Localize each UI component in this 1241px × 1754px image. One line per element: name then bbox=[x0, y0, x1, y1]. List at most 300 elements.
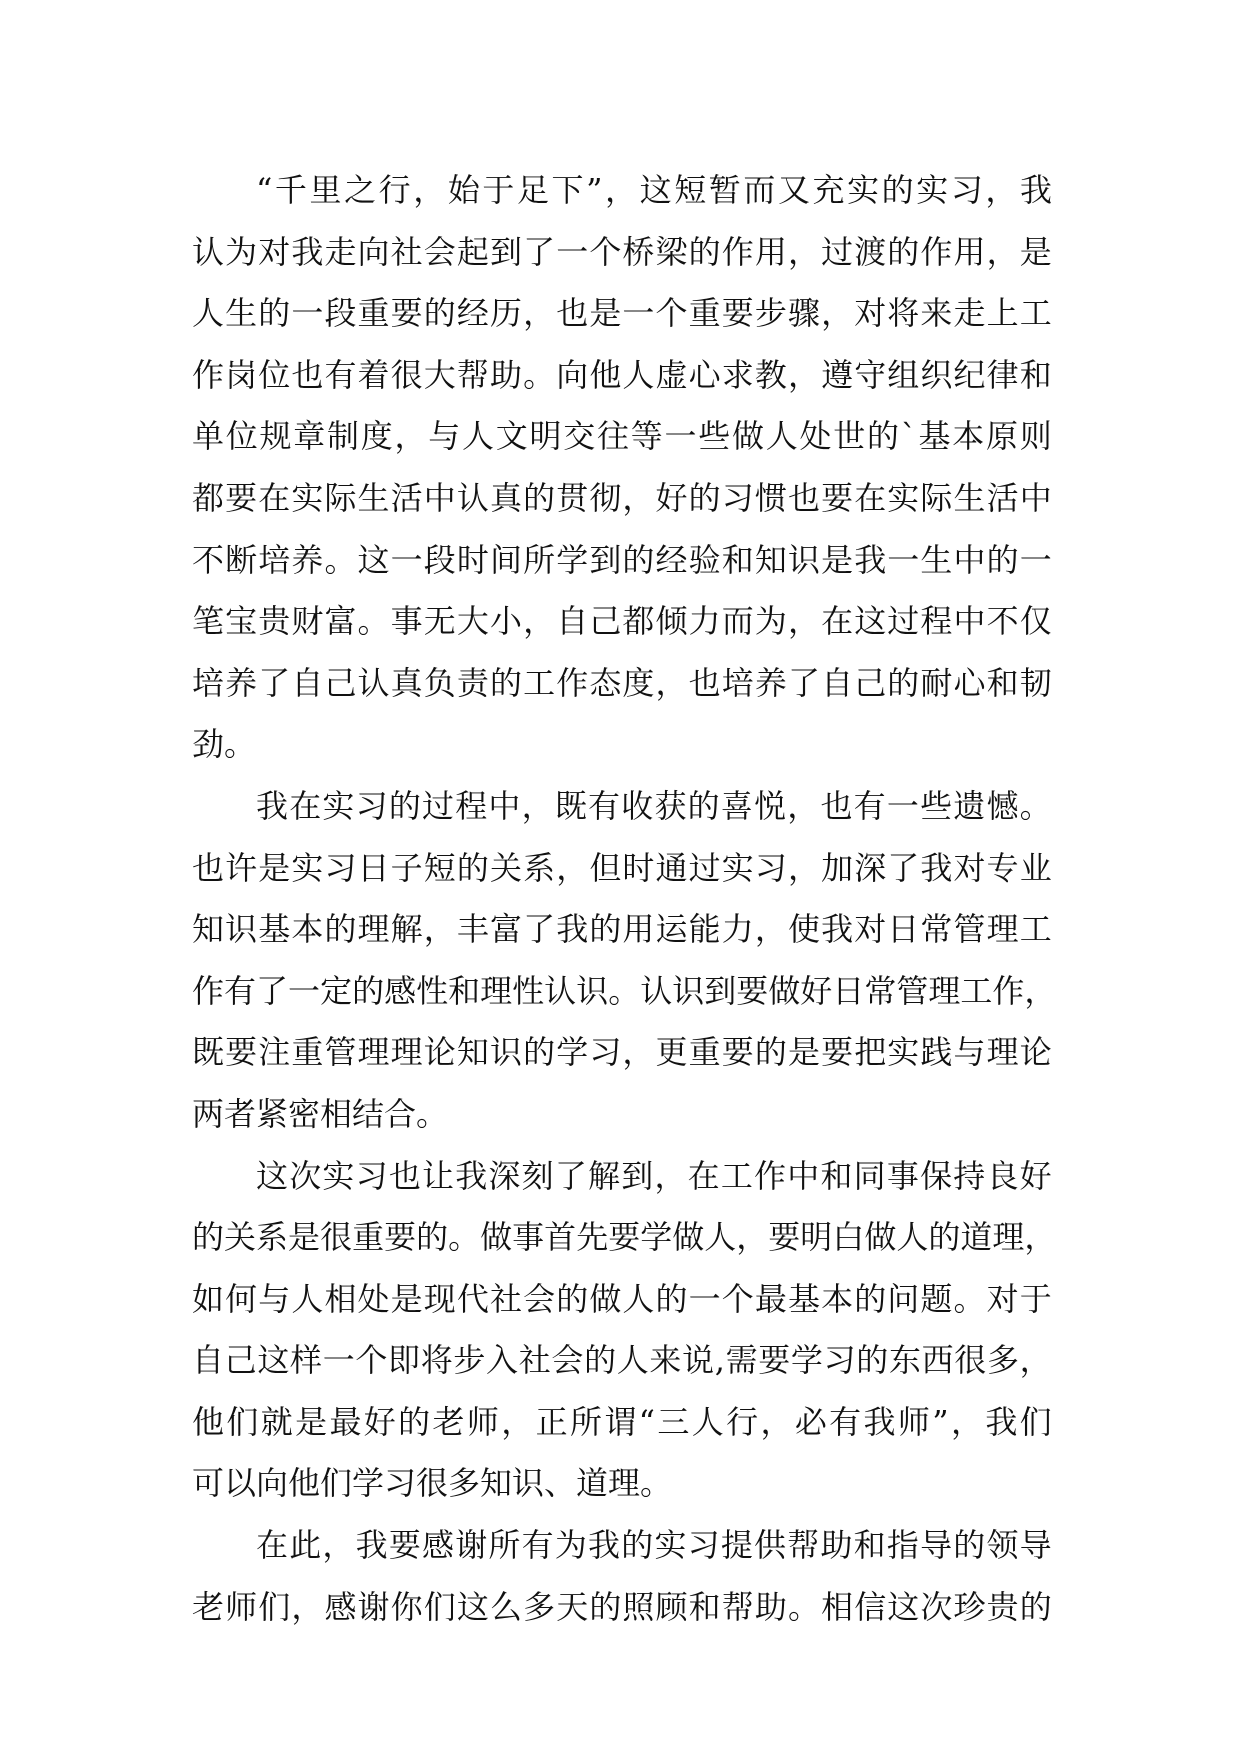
glyph: 同 bbox=[853, 1156, 886, 1195]
glyph: 东 bbox=[888, 1341, 921, 1380]
glyph: 笔 bbox=[192, 602, 225, 641]
glyph: 律 bbox=[986, 355, 1019, 394]
paragraph-line bbox=[192, 1330, 1052, 1392]
glyph: 交 bbox=[563, 417, 596, 456]
glyph: 个 bbox=[655, 294, 688, 333]
glyph: 把 bbox=[854, 1033, 887, 1072]
glyph: 也 bbox=[388, 1156, 421, 1195]
glyph: 作 bbox=[192, 971, 225, 1010]
glyph: 助 bbox=[489, 355, 522, 394]
glyph: 这 bbox=[456, 1587, 489, 1626]
glyph: 暂 bbox=[708, 171, 741, 209]
paragraph-line: 两者紧密相结合。 bbox=[192, 1094, 449, 1133]
glyph: 学 bbox=[640, 1218, 673, 1257]
glyph: 的 bbox=[854, 1279, 887, 1318]
glyph: 必 bbox=[794, 1402, 827, 1441]
glyph: 对 bbox=[854, 294, 887, 333]
glyph: 心 bbox=[953, 663, 986, 702]
glyph: 所 bbox=[523, 540, 556, 579]
glyph: 憾 bbox=[986, 786, 1019, 825]
glyph: 通 bbox=[655, 848, 688, 887]
glyph: 老 bbox=[432, 1402, 465, 1441]
glyph: 良 bbox=[986, 1156, 1019, 1195]
glyph: 就 bbox=[260, 1402, 293, 1441]
glyph: 的 bbox=[489, 663, 522, 702]
glyph: 习 bbox=[687, 1526, 720, 1565]
glyph: 我 bbox=[556, 910, 589, 949]
glyph: 与 bbox=[953, 1033, 986, 1072]
glyph: 的 bbox=[754, 1033, 787, 1072]
glyph: 认 bbox=[544, 971, 577, 1010]
glyph: 代 bbox=[456, 1279, 489, 1318]
glyph: 本 bbox=[291, 910, 324, 949]
glyph: 不 bbox=[192, 540, 225, 579]
glyph: 悦 bbox=[754, 786, 787, 825]
glyph: 己 bbox=[589, 602, 622, 641]
glyph: 对 bbox=[258, 232, 291, 271]
glyph: 习 bbox=[823, 1341, 856, 1380]
glyph: 学 bbox=[556, 1033, 589, 1072]
glyph: 一 bbox=[688, 1279, 721, 1318]
glyph: 深 bbox=[488, 1156, 521, 1195]
glyph: 作 bbox=[754, 1156, 787, 1195]
glyph: 真 bbox=[489, 478, 522, 517]
glyph: 实 bbox=[322, 786, 355, 825]
glyph: 都 bbox=[192, 478, 225, 517]
glyph: 师 bbox=[897, 1402, 930, 1441]
glyph: 在 bbox=[258, 478, 291, 517]
glyph: 说 bbox=[682, 1341, 715, 1380]
glyph: 。 bbox=[523, 355, 556, 394]
glyph: 行 bbox=[726, 1402, 759, 1441]
glyph: 都 bbox=[622, 602, 655, 641]
paragraph-line bbox=[192, 899, 1052, 961]
glyph: 和 bbox=[721, 540, 754, 579]
glyph: 持 bbox=[953, 1156, 986, 1195]
glyph: 宝 bbox=[225, 602, 258, 641]
glyph: 培 bbox=[258, 540, 291, 579]
glyph: 中 bbox=[787, 1156, 820, 1195]
paragraph-line bbox=[192, 1577, 1052, 1639]
glyph: 处 bbox=[357, 1279, 390, 1318]
glyph: 活 bbox=[986, 478, 1019, 517]
glyph: 步 bbox=[453, 1341, 486, 1380]
glyph: 实 bbox=[887, 1033, 920, 1072]
glyph: 有 bbox=[588, 786, 621, 825]
glyph: 谓 bbox=[604, 1402, 637, 1441]
glyph: 重 bbox=[352, 1218, 385, 1257]
glyph: ， bbox=[760, 1402, 793, 1441]
glyph: 了 bbox=[258, 663, 291, 702]
glyph: 也 bbox=[291, 355, 324, 394]
glyph: 步 bbox=[754, 294, 787, 333]
glyph: 加 bbox=[821, 848, 854, 887]
glyph: 需 bbox=[725, 1341, 758, 1380]
glyph: 但 bbox=[589, 848, 622, 887]
glyph: 对 bbox=[953, 848, 986, 887]
glyph: 而 bbox=[721, 602, 754, 641]
glyph: 么 bbox=[489, 1587, 522, 1626]
glyph: 责 bbox=[456, 663, 489, 702]
glyph: 理 bbox=[357, 910, 390, 949]
glyph: 我 bbox=[455, 1156, 488, 1195]
glyph: 论 bbox=[423, 1033, 456, 1072]
glyph: 我 bbox=[863, 1402, 896, 1441]
glyph: 基 bbox=[258, 910, 291, 949]
glyph: 问 bbox=[887, 1279, 920, 1318]
glyph: 理 bbox=[986, 1033, 1019, 1072]
glyph: 经 bbox=[456, 294, 489, 333]
glyph: 和 bbox=[448, 971, 481, 1010]
glyph: 你 bbox=[390, 1587, 423, 1626]
glyph: 段 bbox=[324, 294, 357, 333]
glyph: 入 bbox=[486, 1341, 519, 1380]
glyph: 这 bbox=[256, 1156, 289, 1195]
glyph: 社 bbox=[390, 232, 423, 271]
glyph: 认 bbox=[456, 478, 489, 517]
glyph: 会 bbox=[551, 1341, 584, 1380]
glyph: 这 bbox=[357, 540, 390, 579]
glyph: 在 bbox=[256, 1526, 289, 1565]
glyph: 工 bbox=[1019, 294, 1052, 333]
glyph: 的 bbox=[352, 971, 385, 1010]
glyph: 用 bbox=[622, 910, 655, 949]
glyph: , bbox=[714, 1341, 725, 1380]
glyph: 西 bbox=[921, 1341, 954, 1380]
glyph: 贯 bbox=[556, 478, 589, 517]
glyph: 个 bbox=[355, 1341, 388, 1380]
glyph: 的 bbox=[388, 786, 421, 825]
glyph: 习 bbox=[589, 1033, 622, 1072]
glyph: ， bbox=[654, 1156, 687, 1195]
glyph: 下 bbox=[551, 171, 584, 209]
glyph: 习 bbox=[721, 478, 754, 517]
glyph: 对 bbox=[854, 910, 887, 949]
glyph: 力 bbox=[688, 602, 721, 641]
glyph: 教 bbox=[754, 355, 787, 394]
glyph: 解 bbox=[588, 1156, 621, 1195]
glyph: 性 bbox=[512, 971, 545, 1010]
glyph: 做 bbox=[589, 1279, 622, 1318]
glyph: 帮 bbox=[456, 355, 489, 394]
glyph: 人 bbox=[896, 1218, 929, 1257]
glyph: 的 bbox=[423, 294, 456, 333]
paragraph-line bbox=[192, 222, 1052, 284]
glyph: 的 bbox=[556, 1279, 589, 1318]
glyph: 要 bbox=[736, 971, 769, 1010]
glyph: 作 bbox=[192, 355, 225, 394]
glyph: 中 bbox=[953, 602, 986, 641]
glyph: 要 bbox=[225, 478, 258, 517]
glyph: 一 bbox=[664, 417, 697, 456]
paragraph-line bbox=[192, 283, 1052, 345]
glyph: 桥 bbox=[622, 232, 655, 271]
glyph: 往 bbox=[597, 417, 630, 456]
glyph: 在 bbox=[854, 478, 887, 517]
glyph: 彻 bbox=[589, 478, 622, 517]
glyph: 验 bbox=[688, 540, 721, 579]
glyph: 与 bbox=[428, 417, 461, 456]
glyph: 师 bbox=[466, 1402, 499, 1441]
glyph: 识 bbox=[225, 910, 258, 949]
glyph: 行 bbox=[378, 171, 411, 209]
glyph: 顾 bbox=[655, 1587, 688, 1626]
glyph: 性 bbox=[416, 971, 449, 1010]
glyph: 中 bbox=[423, 478, 456, 517]
glyph: 实 bbox=[654, 1526, 687, 1565]
glyph: 的 bbox=[589, 1587, 622, 1626]
glyph: 程 bbox=[920, 602, 953, 641]
glyph: 遗 bbox=[953, 786, 986, 825]
glyph: 谢 bbox=[357, 1587, 390, 1626]
glyph: 千 bbox=[274, 171, 307, 209]
glyph: 中 bbox=[1019, 478, 1052, 517]
glyph: 个 bbox=[589, 232, 622, 271]
glyph: 系 bbox=[256, 1218, 289, 1257]
glyph: 大 bbox=[423, 355, 456, 394]
glyph: 三 bbox=[657, 1402, 690, 1441]
glyph: 为 bbox=[554, 1526, 587, 1565]
glyph: 是 bbox=[1019, 232, 1052, 271]
glyph: ， bbox=[322, 1526, 355, 1565]
glyph: 知 bbox=[456, 1033, 489, 1072]
glyph: 。 bbox=[324, 540, 357, 579]
glyph: 过 bbox=[688, 848, 721, 887]
glyph: 丰 bbox=[456, 910, 489, 949]
glyph: 的 bbox=[324, 910, 357, 949]
glyph: 无 bbox=[423, 602, 456, 641]
glyph: 和 bbox=[820, 1156, 853, 1195]
glyph: ， bbox=[291, 1587, 324, 1626]
glyph: 们 bbox=[1019, 1402, 1052, 1441]
glyph: 于 bbox=[482, 171, 515, 209]
glyph: 和 bbox=[986, 663, 1019, 702]
glyph: 现 bbox=[423, 1279, 456, 1318]
glyph: 里 bbox=[309, 171, 342, 209]
glyph: 学 bbox=[790, 1341, 823, 1380]
glyph: 历 bbox=[489, 294, 522, 333]
glyph: 。 bbox=[608, 971, 641, 1010]
paragraph-line bbox=[192, 838, 1052, 900]
glyph: 感 bbox=[324, 1587, 357, 1626]
glyph: ， bbox=[423, 910, 456, 949]
glyph: 梁 bbox=[655, 232, 688, 271]
glyph: 一 bbox=[322, 1341, 355, 1380]
glyph: 重 bbox=[688, 1033, 721, 1072]
glyph: 多 bbox=[986, 1341, 1019, 1380]
glyph: 要 bbox=[721, 294, 754, 333]
glyph: 能 bbox=[688, 910, 721, 949]
glyph: 珍 bbox=[953, 1587, 986, 1626]
glyph: 段 bbox=[423, 540, 456, 579]
glyph: 要 bbox=[758, 1341, 791, 1380]
glyph: 识 bbox=[672, 971, 705, 1010]
glyph: 也 bbox=[820, 786, 853, 825]
glyph: 一 bbox=[887, 540, 920, 579]
glyph: 相 bbox=[821, 1587, 854, 1626]
glyph: 理 bbox=[480, 971, 513, 1010]
glyph: 有 bbox=[829, 1402, 862, 1441]
glyph: 识 bbox=[787, 540, 820, 579]
glyph: 次 bbox=[920, 1587, 953, 1626]
glyph: 人 bbox=[622, 355, 655, 394]
glyph: 老 bbox=[192, 1587, 225, 1626]
glyph: 到 bbox=[704, 971, 737, 1010]
glyph: ” bbox=[932, 1402, 949, 1441]
glyph: 是 bbox=[288, 1218, 321, 1257]
glyph: 。 bbox=[448, 1218, 481, 1257]
glyph: 人 bbox=[291, 1279, 324, 1318]
glyph: 认 bbox=[357, 663, 390, 702]
glyph: 理 bbox=[390, 1033, 423, 1072]
glyph: 过 bbox=[422, 786, 455, 825]
glyph: 许 bbox=[225, 848, 258, 887]
glyph: ， bbox=[787, 232, 820, 271]
glyph: 。 bbox=[1019, 786, 1052, 825]
glyph: 作 bbox=[556, 663, 589, 702]
glyph: 自 bbox=[192, 1341, 225, 1380]
glyph: 的 bbox=[398, 1402, 431, 1441]
glyph: 的 bbox=[986, 540, 1019, 579]
glyph: 实 bbox=[916, 171, 949, 209]
glyph: 我 bbox=[291, 232, 324, 271]
glyph: 重 bbox=[688, 294, 721, 333]
glyph: 既 bbox=[192, 1033, 225, 1072]
glyph: 好 bbox=[363, 1402, 396, 1441]
glyph: 理 bbox=[986, 910, 1019, 949]
glyph: 守 bbox=[854, 355, 887, 394]
glyph: ， bbox=[622, 478, 655, 517]
glyph: 谢 bbox=[455, 1526, 488, 1565]
glyph: 的 bbox=[655, 1279, 688, 1318]
glyph: ， bbox=[986, 232, 1019, 271]
glyph: 着 bbox=[357, 355, 390, 394]
glyph: 供 bbox=[754, 1526, 787, 1565]
glyph: 注 bbox=[258, 1033, 291, 1072]
glyph: 指 bbox=[886, 1526, 919, 1565]
glyph: 要 bbox=[390, 294, 423, 333]
glyph: 际 bbox=[920, 478, 953, 517]
glyph: 态 bbox=[589, 663, 622, 702]
glyph: 上 bbox=[986, 294, 1019, 333]
glyph: 骤 bbox=[787, 294, 820, 333]
glyph: ， bbox=[787, 786, 820, 825]
glyph: 题 bbox=[920, 1279, 953, 1318]
glyph: 了 bbox=[554, 1156, 587, 1195]
glyph: 要 bbox=[821, 1033, 854, 1072]
glyph: 为 bbox=[754, 602, 787, 641]
glyph: 小 bbox=[489, 602, 522, 641]
glyph: 导 bbox=[920, 1526, 953, 1565]
paragraph-line bbox=[192, 406, 1052, 468]
glyph: 章 bbox=[293, 417, 326, 456]
glyph: 人 bbox=[462, 417, 495, 456]
paragraph-line bbox=[192, 1146, 1052, 1208]
glyph: 学 bbox=[556, 540, 589, 579]
glyph: ， bbox=[950, 1402, 983, 1441]
glyph: 断 bbox=[225, 540, 258, 579]
glyph: 重 bbox=[291, 1033, 324, 1072]
glyph: 也 bbox=[688, 663, 721, 702]
glyph: 贵 bbox=[258, 602, 291, 641]
glyph: ， bbox=[736, 1218, 769, 1257]
glyph: 理 bbox=[928, 971, 961, 1010]
glyph: 的 bbox=[953, 1526, 986, 1565]
glyph: 的 bbox=[867, 417, 900, 456]
glyph: 要 bbox=[608, 1218, 641, 1257]
glyph: 业 bbox=[1019, 848, 1052, 887]
glyph: “ bbox=[638, 1402, 656, 1441]
glyph: 工 bbox=[523, 663, 556, 702]
glyph: 实 bbox=[847, 171, 880, 209]
glyph: 向 bbox=[556, 355, 589, 394]
paragraph-line bbox=[192, 591, 1052, 653]
glyph: 经 bbox=[655, 540, 688, 579]
glyph: 实 bbox=[887, 478, 920, 517]
glyph: 习 bbox=[324, 848, 357, 887]
glyph: 世 bbox=[833, 417, 866, 456]
glyph: 好 bbox=[655, 478, 688, 517]
glyph: 实 bbox=[721, 848, 754, 887]
glyph: 了 bbox=[523, 910, 556, 949]
glyph: 。 bbox=[357, 602, 390, 641]
glyph: 道 bbox=[960, 1218, 993, 1257]
glyph: 工 bbox=[720, 1156, 753, 1195]
glyph: 生 bbox=[953, 478, 986, 517]
glyph: 最 bbox=[329, 1402, 362, 1441]
glyph: 定 bbox=[320, 971, 353, 1010]
glyph: ， bbox=[622, 1033, 655, 1072]
document-body bbox=[192, 160, 1057, 1638]
glyph: 。 bbox=[953, 1279, 986, 1318]
glyph: 财 bbox=[291, 602, 324, 641]
glyph: 天 bbox=[556, 1587, 589, 1626]
glyph: 足 bbox=[516, 171, 549, 209]
glyph: 助 bbox=[820, 1526, 853, 1565]
glyph: 作 bbox=[721, 232, 754, 271]
glyph: 社 bbox=[489, 1279, 522, 1318]
glyph: 子 bbox=[390, 848, 423, 887]
glyph: 更 bbox=[655, 1033, 688, 1072]
glyph: 组 bbox=[887, 355, 920, 394]
glyph: 次 bbox=[289, 1156, 322, 1195]
glyph: 人 bbox=[765, 417, 798, 456]
glyph: 明 bbox=[529, 417, 562, 456]
glyph: 日 bbox=[887, 910, 920, 949]
glyph: 充 bbox=[812, 171, 845, 209]
glyph: 要 bbox=[388, 1526, 421, 1565]
glyph: 来 bbox=[920, 294, 953, 333]
glyph: 作 bbox=[920, 232, 953, 271]
glyph: 韧 bbox=[1019, 663, 1052, 702]
glyph: 是 bbox=[295, 1402, 328, 1441]
glyph: 为 bbox=[225, 232, 258, 271]
glyph: 这 bbox=[639, 171, 672, 209]
glyph: 的 bbox=[688, 232, 721, 271]
glyph: 关 bbox=[489, 848, 522, 887]
glyph: 倾 bbox=[655, 602, 688, 641]
glyph: 正 bbox=[535, 1402, 568, 1441]
glyph: 遵 bbox=[821, 355, 854, 394]
glyph: 很 bbox=[390, 355, 423, 394]
glyph: 常 bbox=[920, 910, 953, 949]
glyph: 虚 bbox=[655, 355, 688, 394]
glyph: 己 bbox=[324, 663, 357, 702]
glyph: 人 bbox=[192, 294, 225, 333]
glyph: 在 bbox=[821, 602, 854, 641]
glyph: 也 bbox=[192, 848, 225, 887]
glyph: 位 bbox=[258, 355, 291, 394]
